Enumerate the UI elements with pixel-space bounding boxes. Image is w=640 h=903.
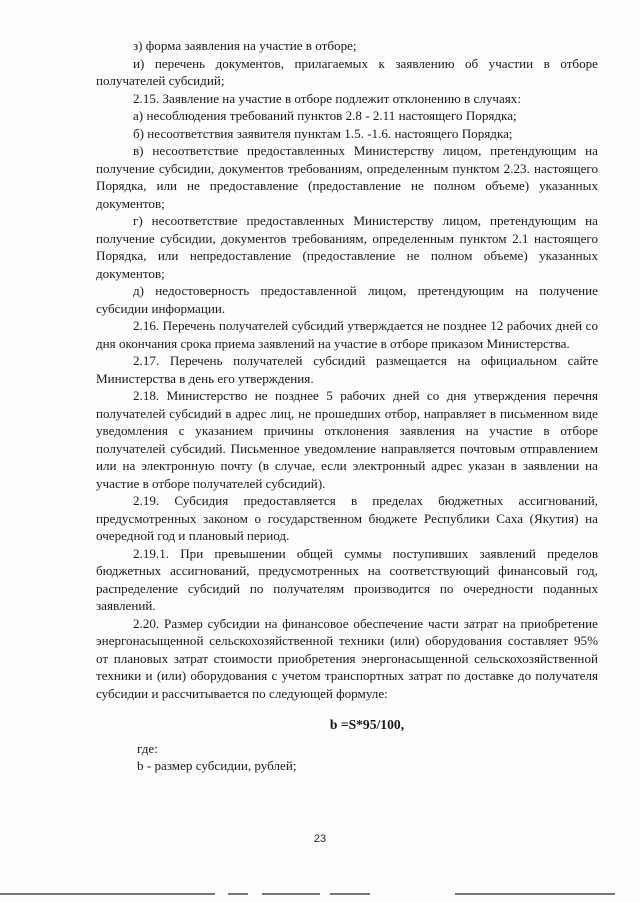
paragraph: з) форма заявления на участие в отборе;	[133, 38, 357, 53]
paragraph: 2.19. Субсидия предоставляется в пределах бюджетных ассигнований, предусмотренных законом о государственном бюджете Республики Саха (Якутия) на очередной год и плановый период.	[96, 493, 598, 543]
where-label: где:	[137, 740, 158, 756]
document-body	[96, 37, 598, 775]
paragraph: в) несоответствие предоставленных Министерству лицом, претендующим на получение субсидии, документов требованиям, определенным пунктом 2.23. настоящего Порядка, или не предоставление (предоставление не полном объеме) указанных документов;	[96, 143, 598, 211]
formula: b =S*95/100,	[329, 717, 405, 732]
paragraph: 2.19.1. При превышении общей суммы поступивших заявлений пределов бюджетных ассигнований, предусмотренных на соответствующий финансовый год, распределение субсидий по получателям производится по очередности поданных заявлений.	[96, 545, 598, 613]
definition-b: b - размер субсидии, рублей;	[137, 758, 297, 773]
paragraph: д) недостоверность предоставленной лицом, претендующим на получение субсидии информации.	[96, 283, 598, 316]
paragraph: 2.16. Перечень получателей субсидий утверждается не позднее 12 рабочих дней со дня окончания срока приема заявлений на участие в отборе приказом Министерства.	[96, 318, 598, 351]
paragraph: б) несоответствия заявителя пунктам 1.5. -1.6. настоящего Порядка;	[133, 125, 513, 141]
paragraph: 2.20. Размер субсидии на финансовое обеспечение части затрат на приобретение энергонасыщенной сельскохозяйственной техники (или) оборудования составляет 95% от плановых затрат стоимости приобретения энергонасыщенной сельскохозяйственной техники и (или) оборудования с учетом транспортных затрат по доставке до получателя субсидии и рассчитывается по следующей формуле:	[96, 615, 598, 701]
page-number: 23	[313, 833, 327, 845]
paragraph: 2.15. Заявление на участие в отборе подлежит отклонению в случаях:	[133, 90, 521, 106]
paragraph: 2.17. Перечень получателей субсидий размещается на официальном сайте Министерства в день его утверждения.	[96, 353, 598, 386]
scan-edge-artifact	[0, 893, 640, 896]
paragraph: 2.18. Министерство не позднее 5 рабочих дней со дня утверждения перечня получателей субсидий в адрес лиц, не прошедших отбор, направляет в письменном виде уведомления с указанием причины отклонения заявления на участие в отборе получателей субсидий. Письменное уведомление направляется почтовым отправлением или на электронную почту (в случае, если электронный адрес указан в заявлении на участие в отборе получателей субсидий).	[96, 388, 598, 491]
paragraph: и) перечень документов, прилагаемых к заявлению об участии в отборе получателей субсидий;	[96, 55, 598, 88]
paragraph: а) несоблюдения требований пунктов 2.8 - 2.11 настоящего Порядка;	[133, 108, 517, 123]
paragraph: г) несоответствие предоставленных Министерству лицом, претендующим на получение субсидии, документов требованиям, определенным пунктом 2.1 настоящего Порядка, или непредоставление (предоставление не полном объеме) указанных документов;	[96, 213, 598, 281]
